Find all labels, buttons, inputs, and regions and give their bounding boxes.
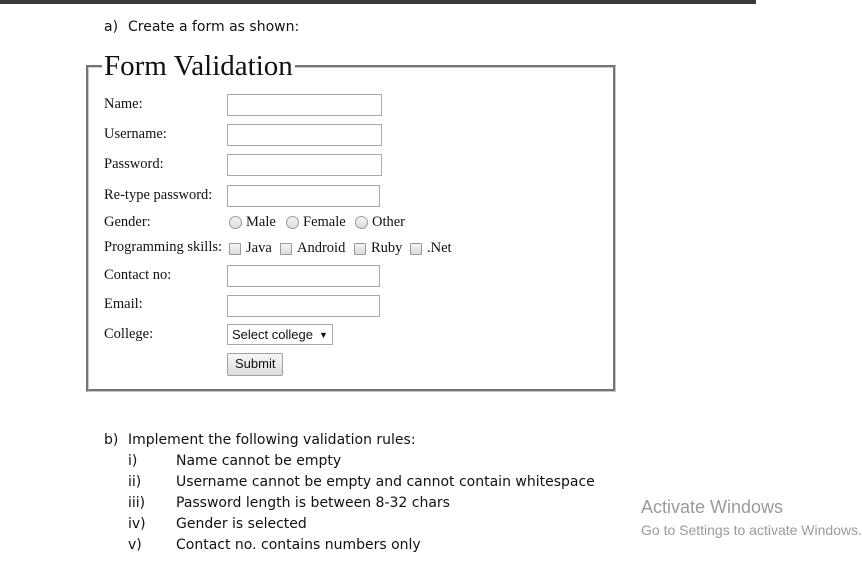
email-input[interactable] [227,295,380,317]
gender-female-option[interactable] [286,214,346,231]
contact-input[interactable] [227,265,380,287]
top-border [0,0,756,4]
dotnet-label: .Net [427,240,452,256]
college-label: College: [104,326,154,342]
skill-android-option[interactable] [280,240,345,257]
java-label: Java [246,240,272,256]
skill-ruby-option[interactable] [354,240,402,257]
ruby-checkbox[interactable] [354,243,366,255]
username-label: Username: [104,126,167,142]
male-label: Male [246,214,276,230]
rule-text: Username cannot be empty and cannot contain whitespace [176,474,595,490]
gender-male-option[interactable] [229,214,276,231]
activate-windows-title: Activate Windows [641,497,784,517]
rule-item [128,495,450,511]
other-radio[interactable] [355,216,368,229]
skill-java-option[interactable] [229,240,272,257]
part-b-marker: b) [104,432,119,448]
retype-password-label: Re-type password: [104,187,213,203]
ruby-label: Ruby [371,240,403,256]
rule-number: iii) [128,495,146,511]
other-label: Other [372,214,406,230]
female-radio[interactable] [286,216,299,229]
skill-dotnet-option[interactable] [410,240,452,257]
rule-text: Gender is selected [176,516,307,532]
submit-button[interactable]: Submit [227,353,283,376]
gender-other-option[interactable] [355,214,405,231]
rule-text: Password length is between 8-32 chars [176,495,450,511]
rule-item [128,516,307,532]
part-b-text: Implement the following validation rules: [128,432,416,448]
gender-label: Gender: [104,214,151,230]
name-label: Name: [104,96,143,112]
activate-windows-hint: Go to Settings to activate Windows. [641,522,862,538]
rule-item [128,537,421,553]
contact-label: Contact no: [104,267,172,283]
rule-number: i) [128,453,138,469]
part-a-text: Create a form as shown: [128,19,300,35]
name-input[interactable] [227,94,382,116]
password-label: Password: [104,156,164,172]
college-select[interactable] [227,324,333,345]
java-checkbox[interactable] [229,243,241,255]
part-a-heading [104,19,299,35]
programming-skills-label: Programming skills: [104,239,223,255]
retype-password-input[interactable] [227,185,380,207]
rule-item [128,453,341,469]
android-checkbox[interactable] [280,243,292,255]
rule-text: Name cannot be empty [176,453,342,469]
form-legend: Form Validation [104,50,293,82]
part-a-marker: a) [104,19,119,35]
email-label: Email: [104,296,143,312]
rule-number: v) [128,537,142,553]
rule-text: Contact no. contains numbers only [176,537,421,553]
female-label: Female [303,214,346,230]
rule-item [128,474,595,490]
dotnet-checkbox[interactable] [410,243,422,255]
android-label: Android [297,240,346,256]
username-input[interactable] [227,124,382,146]
password-input[interactable] [227,154,382,176]
college-select-value: Select college [232,327,313,342]
rule-number: iv) [128,516,146,532]
part-b-heading [104,432,416,448]
male-radio[interactable] [229,216,242,229]
dropdown-arrow-icon: ▼ [318,329,328,340]
rule-number: ii) [128,474,142,490]
